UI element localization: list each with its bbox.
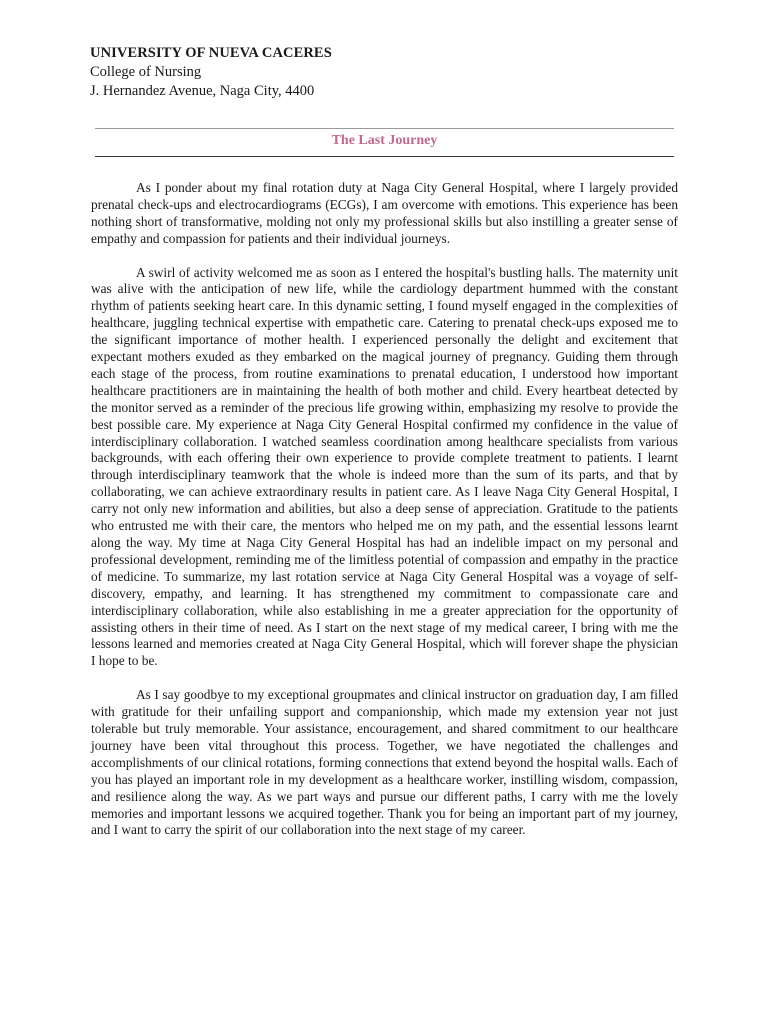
title-top-rule bbox=[95, 128, 674, 129]
address-line: J. Hernandez Avenue, Naga City, 4400 bbox=[90, 83, 315, 99]
document-title: The Last Journey bbox=[331, 133, 438, 148]
paragraph-2: A swirl of activity welcomed me as soon as I entered the hospital's bustling halls. The maternity unit was alive with the anticipation of new life, while the cardiology department hummed with the constant rhythm of patients seeking heart care. In this dynamic setting, I found myself engaged in the complexities of healthcare, juggling technical expertise with empathetic care. Catering to prenatal check-ups exposed me to the significant importance of mother health. I experienced personally the delight and excitement that expectant mothers exuded as they embarked on the magical journey of pregnancy. Guiding them through each stage of the process, from routine examinations to prenatal education, I understood how important healthcare practitioners are in maintaining the health of both mother and child. Every heartbeat detected by the monitor served as a reminder of the precious life growing within, emphasizing my resolve to provide the best possible care. My experience at Naga City General Hospital confirmed my confidence in the value of interdisciplinary collaboration. I watched seamless coordination among healthcare specialists from various backgrounds, with each offering their own experience to provide complete treatment to patients. I learnt through interdisciplinary teamwork that the whole is indeed more than the sum of its parts, and that by collaborating, we can achieve extraordinary results in patient care. As I leave Naga City General Hospital, I carry not only new information and abilities, but also a deep sense of appreciation. Gratitude to the patients who entrusted me with their care, the mentors who helped me on my path, and the essential lessons learnt along the way. My time at Naga City General Hospital has had an indelible impact on my personal and professional development, reminding me of the limitless potential of compassion and empathy in the practice of medicine. To summarize, my last rotation service at Naga City General Hospital was a voyage of self-discovery, empathy, and learning. It has strengthened my commitment to compassionate care and interdisciplinary collaboration, while also establishing in me a greater appreciation for the opportunity of assisting others in their time of need. As I start on the next stage of my medical career, I bring with me the lessons learned and memories created at Naga City General Hospital, which will forever shape the physician I hope to be. bbox=[91, 264, 678, 669]
document-body bbox=[91, 180, 678, 856]
letterhead bbox=[90, 44, 690, 101]
paragraph-1: As I ponder about my final rotation duty at Naga City General Hospital, where I largely provided prenatal check-ups and electrocardiograms (ECGs), I am overcome with emotions. This experience has been nothing short of transformative, molding not only my professional skills but also instilling a greater sense of empathy and compassion for patients and their individual journeys. bbox=[91, 180, 678, 246]
paragraph-3: As I say goodbye to my exceptional groupmates and clinical instructor on graduation day, I am filled with gratitude for their unfailing support and companionship, which made my extension year not just tolerable but truly memorable. Your assistance, encouragement, and shared commitment to our healthcare journey have been vital throughout this process. Together, we have negotiated the challenges and accomplishments of our clinical rotations, forming connections that extend beyond the hospital walls. Each of you has played an important role in my development as a healthcare worker, instilling wisdom, compassion, and resilience along the way. As we part ways and pursue our different paths, I carry with me the lovely memories and important lessons we acquired together. Thank you for being an important part of my journey, and I want to carry the spirit of our collaboration into the next stage of my career. bbox=[91, 687, 678, 838]
university-name: UNIVERSITY OF NUEVA CACERES bbox=[90, 45, 332, 61]
title-bottom-rule bbox=[95, 156, 674, 157]
college-name: College of Nursing bbox=[90, 64, 202, 80]
